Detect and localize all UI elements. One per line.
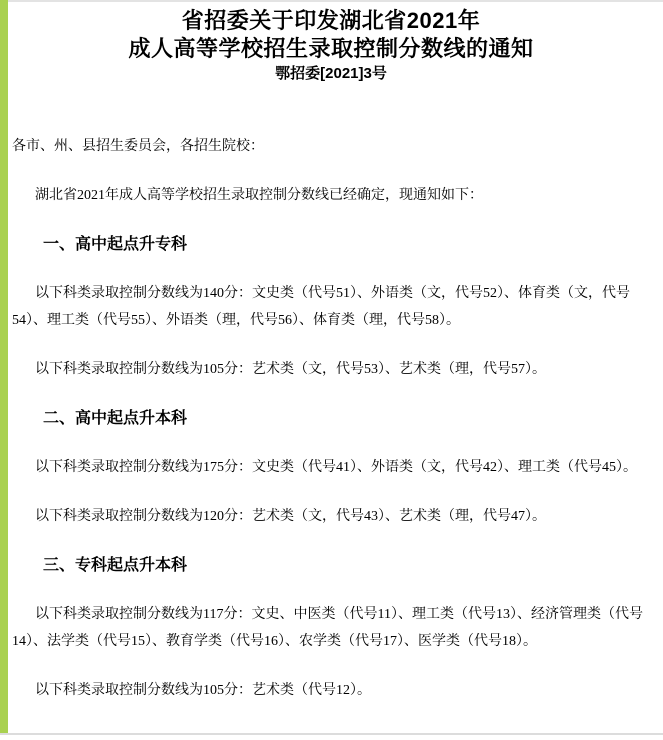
section-1-heading: 一、高中起点升专科 [43,236,188,253]
section-1-paragraph-2: 以下科类录取控制分数线为105分：艺术类（文，代号53）、艺术类（理，代号57）。 [35,362,546,377]
section-2-paragraph-2: 以下科类录取控制分数线为120分：艺术类（文，代号43）、艺术类（理，代号47）。 [35,509,546,524]
document-number: 鄂招委[2021]3号 [275,65,387,82]
section-3-paragraph-1: 以下科类录取控制分数线为117分：文史、中医类（代号11）、理工类（代号13）、经济管理类（代号14）、法学类（代号15）、教育学类（代号16）、农学类（代号17）、医学类（代号18）。 [12,607,643,649]
document-content [8,0,663,726]
salutation: 各市、州、县招生委员会，各招生院校： [12,139,264,154]
document-title-line2: 成人高等学校招生录取控制分数线的通知 [128,36,534,61]
section-3-heading: 三、专科起点升本科 [43,557,188,574]
section-1-paragraph-1: 以下科类录取控制分数线为140分：文史类（代号51）、外语类（文，代号52）、体育类（文，代号54）、理工类（代号55）、外语类（理，代号56）、体育类（理，代号58）。 [12,286,630,328]
section-2-heading: 二、高中起点升本科 [43,410,188,427]
document-title [12,7,650,63]
intro-paragraph: 湖北省2021年成人高等学校招生录取控制分数线已经确定，现通知如下： [35,188,483,203]
document-body [12,133,650,704]
section-3-paragraph-2: 以下科类录取控制分数线为105分：艺术类（代号12）。 [35,683,371,698]
document-title-line1: 省招委关于印发湖北省2021年 [181,8,481,33]
section-2-paragraph-1: 以下科类录取控制分数线为175分：文史类（代号41）、外语类（文，代号42）、理工类（代号45）。 [35,460,637,475]
left-accent-bar [0,0,8,733]
bottom-divider [0,733,663,735]
